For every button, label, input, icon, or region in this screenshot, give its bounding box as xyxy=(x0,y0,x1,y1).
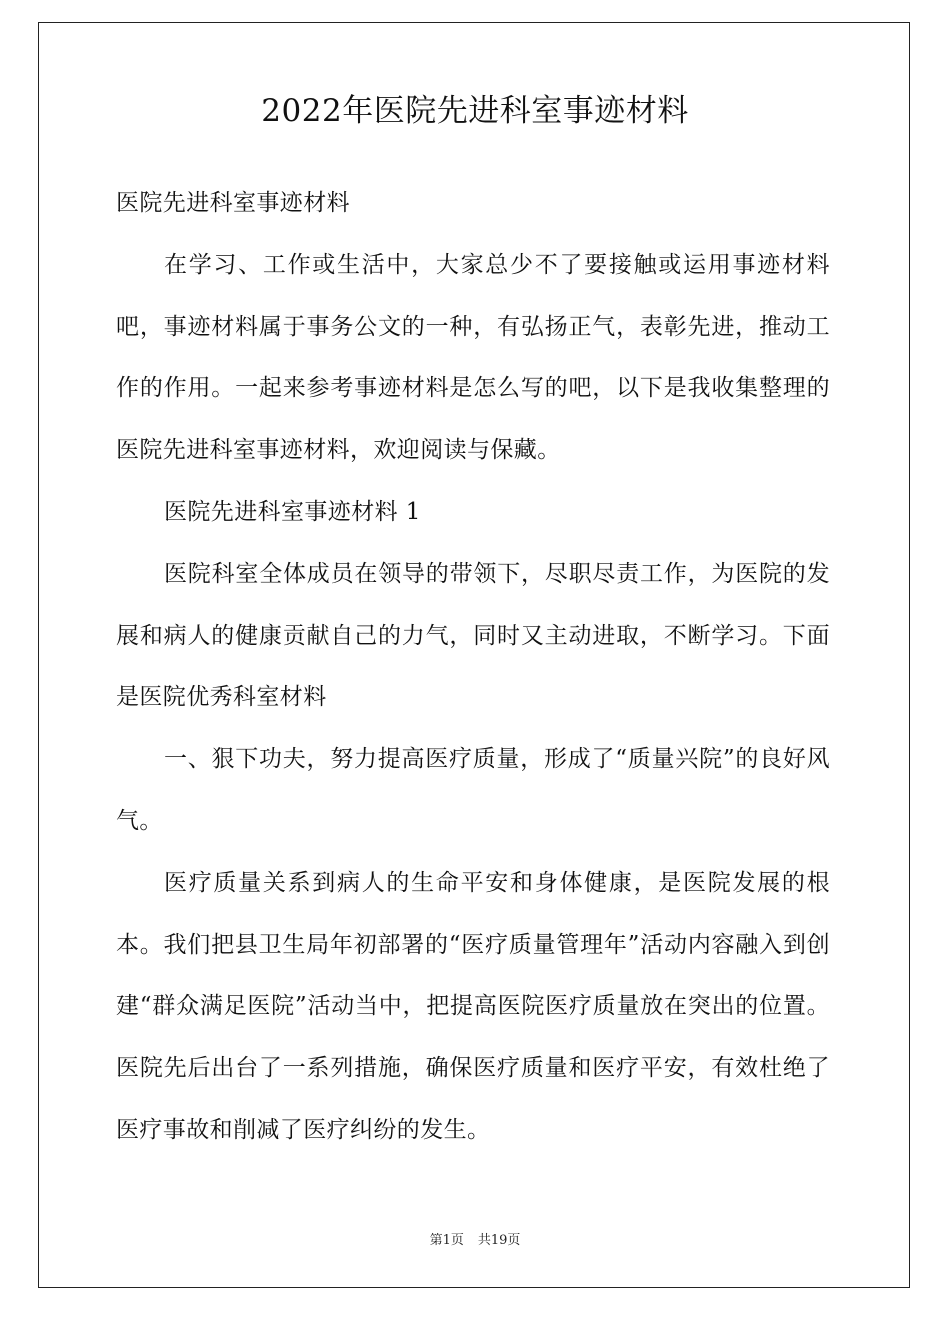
body-paragraph-2: 医疗质量关系到病人的生命平安和身体健康，是医院发展的根本。我们把县卫生局年初部署的“医疗质量管理年”活动内容融入到创建“群众满足医院”活动当中，把提高医院医疗质量放在突出的位置。医院先后出台了一系列措施，确保医疗质量和医疗平安，有效杜绝了医疗事故和削减了医疗纠纷的发生。 xyxy=(116,869,830,1143)
point-heading-1: 一、狠下功夫，努力提高医疗质量，形成了“质量兴院”的良好风气。 xyxy=(116,746,830,834)
document-title: 2022年医院先进科室事迹材料 xyxy=(261,93,689,129)
page-footer xyxy=(0,1232,950,1250)
body-paragraph-1: 医院科室全体成员在领导的带领下，尽职尽责工作，为医院的发展和病人的健康贡献自己的力气，同时又主动进取，不断学习。下面是医院优秀科室材料 xyxy=(116,560,830,711)
page-number: 第1页 xyxy=(429,1233,464,1248)
intro-paragraph: 在学习、工作或生活中，大家总少不了要接触或运用事迹材料吧，事迹材料属于事务公文的一种，有弘扬正气，表彰先进，推动工作的作用。一起来参考事迹材料是怎么写的吧，以下是我收集整理的医院先进科室事迹材料，欢迎阅读与保藏。 xyxy=(116,251,830,464)
subtitle-paragraph: 医院先进科室事迹材料 xyxy=(116,190,350,216)
page-total: 共19页 xyxy=(477,1233,521,1248)
document-body xyxy=(116,173,830,1162)
section-heading-1: 医院先进科室事迹材料 1 xyxy=(164,498,421,525)
